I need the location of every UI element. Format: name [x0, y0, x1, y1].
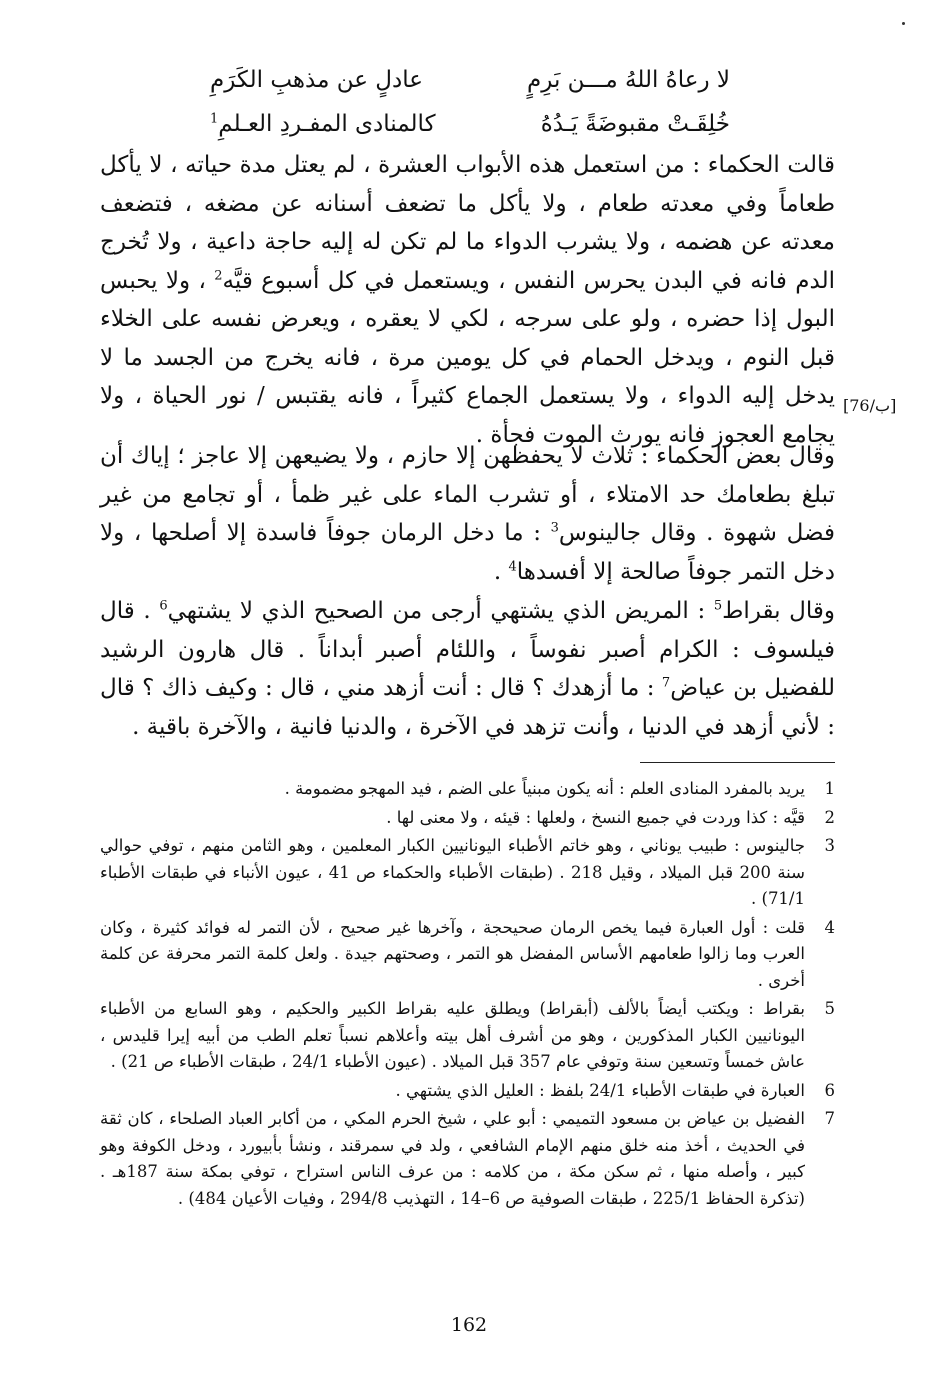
footnote-4 — [100, 915, 835, 995]
footnote-ref-5[interactable]: 5 — [713, 598, 723, 614]
footnote-ref-6[interactable]: 6 — [159, 598, 168, 614]
verse-1-first-hemistich: لا رعاهُ اللهُ مـــن بَرِمٍ — [527, 67, 730, 93]
footnote-7 — [100, 1106, 835, 1212]
footnote-text: الفضيل بن عياض بن مسعود التميمي : أبو علي ، شيخ الحرم المكي ، من أكابر العباد الصلحاء ، كان ثقة في الحديث ، أخذ منه خلق منهم الإمام الشافعي ، ولد في سمرقند ، ونشأ بأبيورد ، ودخل الكوفة وهو كبير ، وأصله منها ، ثم سكن مكة ، من كلامه : من عرف الناس استراح ، توفي بمكة سنة 187هـ . (تذكرة الحفاظ 225/1 ، طبقات الصوفية ص 6–14 ، التهذيب 294/8 ، وفيات الأعيان 484) . — [100, 1109, 805, 1208]
footnote-text: قيَّه : كذا وردت في جميع النسخ ، ولعلها : قيئه ، ولا معنى لها . — [386, 807, 805, 827]
poem-verses — [210, 58, 730, 146]
paragraph-1 — [100, 146, 835, 454]
footnote-number: 7 — [824, 1109, 835, 1128]
footnote-3 — [100, 833, 835, 913]
footnote-number: 1 — [824, 779, 835, 798]
footnote-text: قلت : أول العبارة فيما يخص الرمان صحيحجة ، وآخرها غير صحيح ، لأن التمر له فوائد كثيرة ، وكان العرب وما زالوا طعامهم الأساس المفضل هو التمر ، وصحتهم جيدة . ولعل كلمة التمر محرفة عن كلمة أخرى . — [100, 917, 805, 990]
verse-1-second-hemistich: عادلٍ عن مذهبِ الكَرَمِ — [210, 67, 423, 93]
paragraph-3-part-d: : ما أزهدك ؟ قال : أنت أزهد مني ، قال : وكيف ذاك ؟ قال : لأني أزهد في الدنيا ، وأنت تزهد في الآخرة ، والدنيا فانية ، والآخرة باقية . — [100, 675, 835, 740]
paragraph-2 — [100, 437, 835, 591]
footnote-separator — [640, 762, 835, 763]
footnote-number: 3 — [824, 836, 835, 855]
footnote-number: 5 — [824, 999, 835, 1018]
footnote-number: 2 — [824, 807, 835, 827]
footnote-ref-2[interactable]: 2 — [214, 267, 223, 283]
footnote-text: العبارة في طبقات الأطباء 24/1 بلفظ : العليل الذي يشتهي . — [395, 1080, 805, 1100]
footnote-ref-7[interactable]: 7 — [661, 675, 671, 691]
page-number: 162 — [450, 1314, 488, 1336]
verse-line-2 — [210, 102, 730, 146]
paragraph-3-part-c: . قال فيلسوف : الكرام أصبر نفوساً ، واللئام أصبر أبداناً . قال هارون الرشيد للفضيل بن عياض — [100, 598, 835, 701]
footnote-text: يريد بالمفرد المنادى العلم : أنه يكون مبنياً على الضم ، فيد المهجو مضمومة . — [284, 779, 805, 798]
footnote-ref-1[interactable]: 1 — [210, 111, 219, 127]
verse-2-second-hemistich-text: كالمنادى المفـردِ العـلمِ — [218, 111, 436, 137]
paragraph-3-part-b: : المريض الذي يشتهي أرجى من الصحيح الذي لا يشتهي — [167, 598, 714, 624]
verse-line-1 — [210, 58, 730, 102]
paragraph-1-text: قالت الحكماء : من استعمل هذه الأبواب العشرة ، لم يعتل مدة حياته ، لا يأكل طعاماً وفي معدته طعام ، ولا يأكل ما تضعف أسنانه عن مضغه ، فتضعف معدته عن هضمه ، ولا يشرب الدواء ما لم تكن له إليه حاجة داعية ، ولا تُخرج الدم فانه في البدن يحرس النفس ، ويستعمل في كل أسبوع قيَّه — [100, 152, 836, 294]
verse-2-first-hemistich: خُلِقَـتْ مقبوضَةً يَـدُهُ — [540, 111, 730, 137]
footnote-number: 6 — [824, 1080, 835, 1100]
paragraph-1-continued: ، ولا يحبس البول إذا حضره ، ولو على سرجه ، لكي لا يعقره ، ويعرض نفسه على الخلاء قبل النوم ، ويدخل الحمام في كل يومين مرة ، فانه يخرج من الجسد ما لا يدخل إليه الدواء ، ولا يستعمل الجماع كثيراً ، فانه يقتبس / نور الحياة ، ولا يجامع العجوز فانه يورث الموت فجأة . — [100, 267, 835, 448]
paragraph-2-continued: : ما دخل الرمان جوفاً فاسدة إلا أصلحها ، ولا دخل التمر جوفاً صالحة إلا أفسدها — [100, 520, 835, 585]
manuscript-folio-marker: [76/ب] — [843, 396, 897, 415]
footnote-6 — [100, 1078, 835, 1105]
footnote-1 — [100, 776, 835, 803]
footnote-text: بقراط : ويكتب أيضاً بالألف (أبقراط) ويطلق عليه بقراط الكبير والحكيم ، وهو السابع من الأطباء اليونانيين الكبار المذكورين ، وهو من أشرف أهل بيته وأعلاهم نسباً تعلم الطب من أبيه إيرا قليدس ، عاش خمساً وتسعين سنة وتوفي عام 357 قبل الميلاد . (عيون الأطباء 24/1 ، طبقات الأطباء ص 21) . — [100, 999, 805, 1071]
footnote-number: 4 — [824, 917, 835, 937]
paragraph-3 — [100, 592, 835, 746]
paragraph-2-text: وقال بعض الحكماء : ثلاث لا يحفظهن إلا حازم ، ولا يضيعهن إلا عاجز ؛ إياك أن تبلغ بطعامك حد الامتلاء ، أو تشرب الماء على غير ظمأ ، أو تجامع من غير فضل شهوة . وقال جالينوس — [100, 443, 835, 546]
footnote-2 — [100, 805, 835, 832]
footnote-ref-4[interactable]: 4 — [508, 558, 517, 574]
footnote-5 — [100, 996, 835, 1076]
footnote-text: جالينوس : طبيب يوناني ، وهو خاتم الأطباء اليونانيين الكبار المعلمين ، وهو الثامن منهم ، توفي حوالي سنة 200 قبل الميلاد ، وقيل 218 . (طبقات الأطباء والحكماء ص 41 ، عيون الأنباء في طبقات الأطباء 71/1) . — [100, 836, 805, 908]
footnote-ref-3[interactable]: 3 — [550, 520, 559, 536]
verse-2-second-hemistich — [210, 102, 436, 146]
footnotes-section — [100, 776, 835, 1214]
scan-speck — [902, 22, 905, 25]
paragraph-3-part-a: وقال بقراط — [722, 598, 835, 624]
paragraph-2-end: . — [493, 558, 509, 585]
